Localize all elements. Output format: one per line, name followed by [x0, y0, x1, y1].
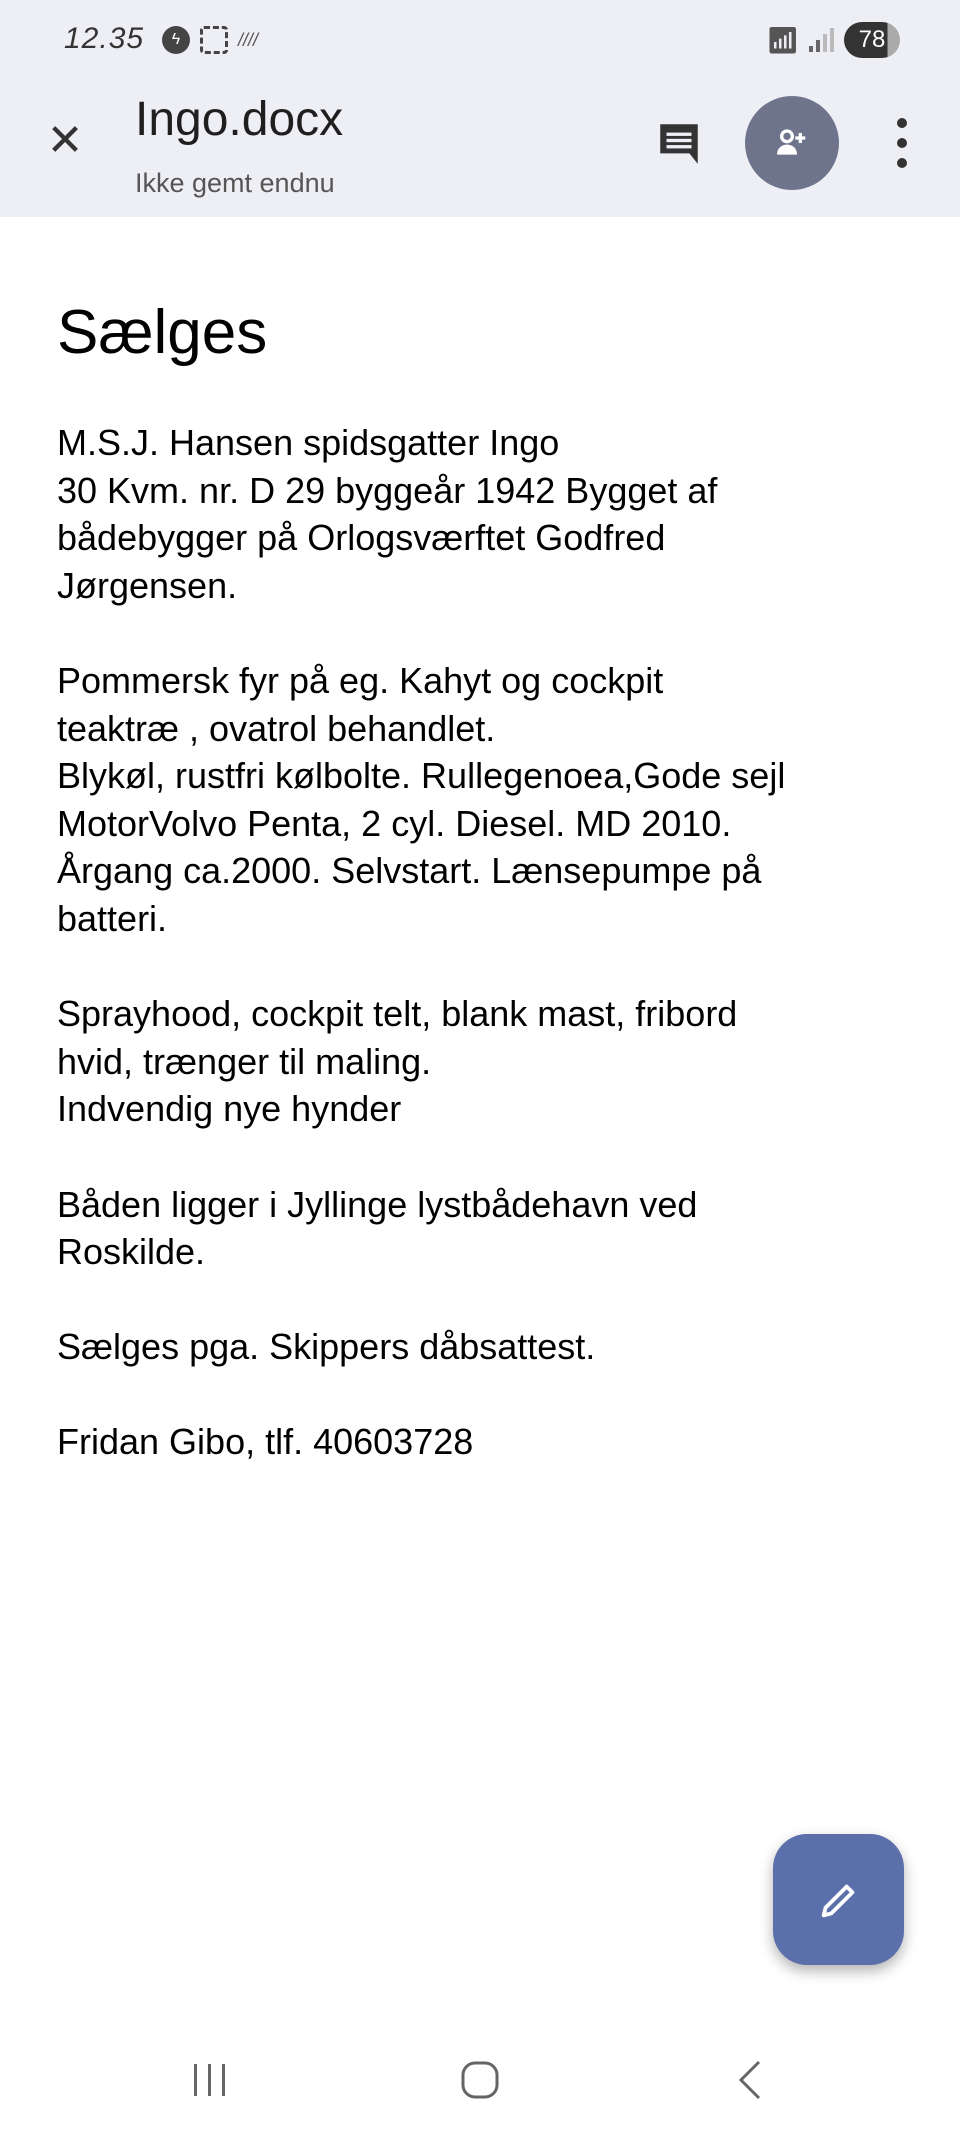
text-line: Roskilde.: [57, 1231, 206, 1273]
signal-icon: [809, 28, 834, 52]
back-icon: [735, 2060, 765, 2100]
text-line: Båden ligger i Jyllinge lystbådehavn ved: [57, 1183, 698, 1225]
blank-line: [57, 609, 917, 657]
notification-icons: [162, 26, 258, 54]
wifi-icon: 📶︎: [765, 24, 799, 55]
document-paragraphs: [57, 419, 917, 1466]
text-line: Årgang ca.2000. Selvstart. Lænsepumpe på: [57, 850, 762, 892]
text-line: hvid, trænger til maling.: [57, 1040, 432, 1082]
add-person-icon: [772, 123, 812, 163]
home-icon: [460, 2060, 500, 2100]
home-button[interactable]: [450, 2055, 510, 2105]
text-line: Sælges pga. Skippers dåbsattest.: [57, 1326, 596, 1368]
text-line: teaktræ , ovatrol behandlet.: [57, 707, 496, 749]
comments-button[interactable]: [654, 118, 704, 168]
recents-icon: [190, 2062, 230, 2098]
nfc-icon: ////: [238, 29, 259, 50]
blank-line: [57, 943, 917, 991]
text-line: batteri.: [57, 897, 168, 939]
status-time: 12.35: [64, 22, 145, 55]
battery-icon: 78: [844, 22, 900, 58]
text-line: Blykøl, rustfri kølbolte. Rullegenoea,Gode sejl: [57, 755, 786, 797]
edit-button[interactable]: [773, 1834, 904, 1965]
app-bar: [0, 0, 960, 217]
pencil-icon: [816, 1877, 862, 1923]
system-icons: [766, 22, 900, 58]
text-line: 30 Kvm. nr. D 29 byggeår 1942 Bygget af: [57, 469, 718, 511]
blank-line: [57, 1276, 917, 1324]
screenshot-icon: [200, 26, 228, 54]
document-heading: Sælges: [57, 298, 268, 367]
text-line: Indvendig nye hynder: [57, 1088, 402, 1130]
close-button[interactable]: ✕: [46, 116, 84, 165]
save-status: Ikke gemt endnu: [135, 168, 335, 198]
text-line: Jørgensen.: [57, 564, 238, 606]
recent-apps-button[interactable]: [180, 2055, 240, 2105]
back-button[interactable]: [720, 2055, 780, 2105]
more-options-button[interactable]: [890, 118, 914, 168]
blank-line: [57, 1371, 917, 1419]
text-line: Fridan Gibo, tlf. 40603728: [57, 1421, 474, 1463]
text-line: Sprayhood, cockpit telt, blank mast, fribord: [57, 993, 738, 1035]
text-line: Pommersk fyr på eg. Kahyt og cockpit: [57, 659, 664, 701]
share-button[interactable]: [745, 96, 839, 190]
messenger-icon: ϟ: [162, 26, 190, 54]
document-body[interactable]: [57, 295, 917, 1466]
text-line: MotorVolvo Penta, 2 cyl. Diesel. MD 2010.: [57, 802, 732, 844]
comment-icon: [654, 118, 704, 168]
blank-line: [57, 1133, 917, 1181]
text-line: bådebygger på Orlogsværftet Godfred: [57, 517, 666, 559]
text-line: M.S.J. Hansen spidsgatter Ingo: [57, 422, 560, 463]
document-title: Ingo.docx: [135, 93, 344, 146]
